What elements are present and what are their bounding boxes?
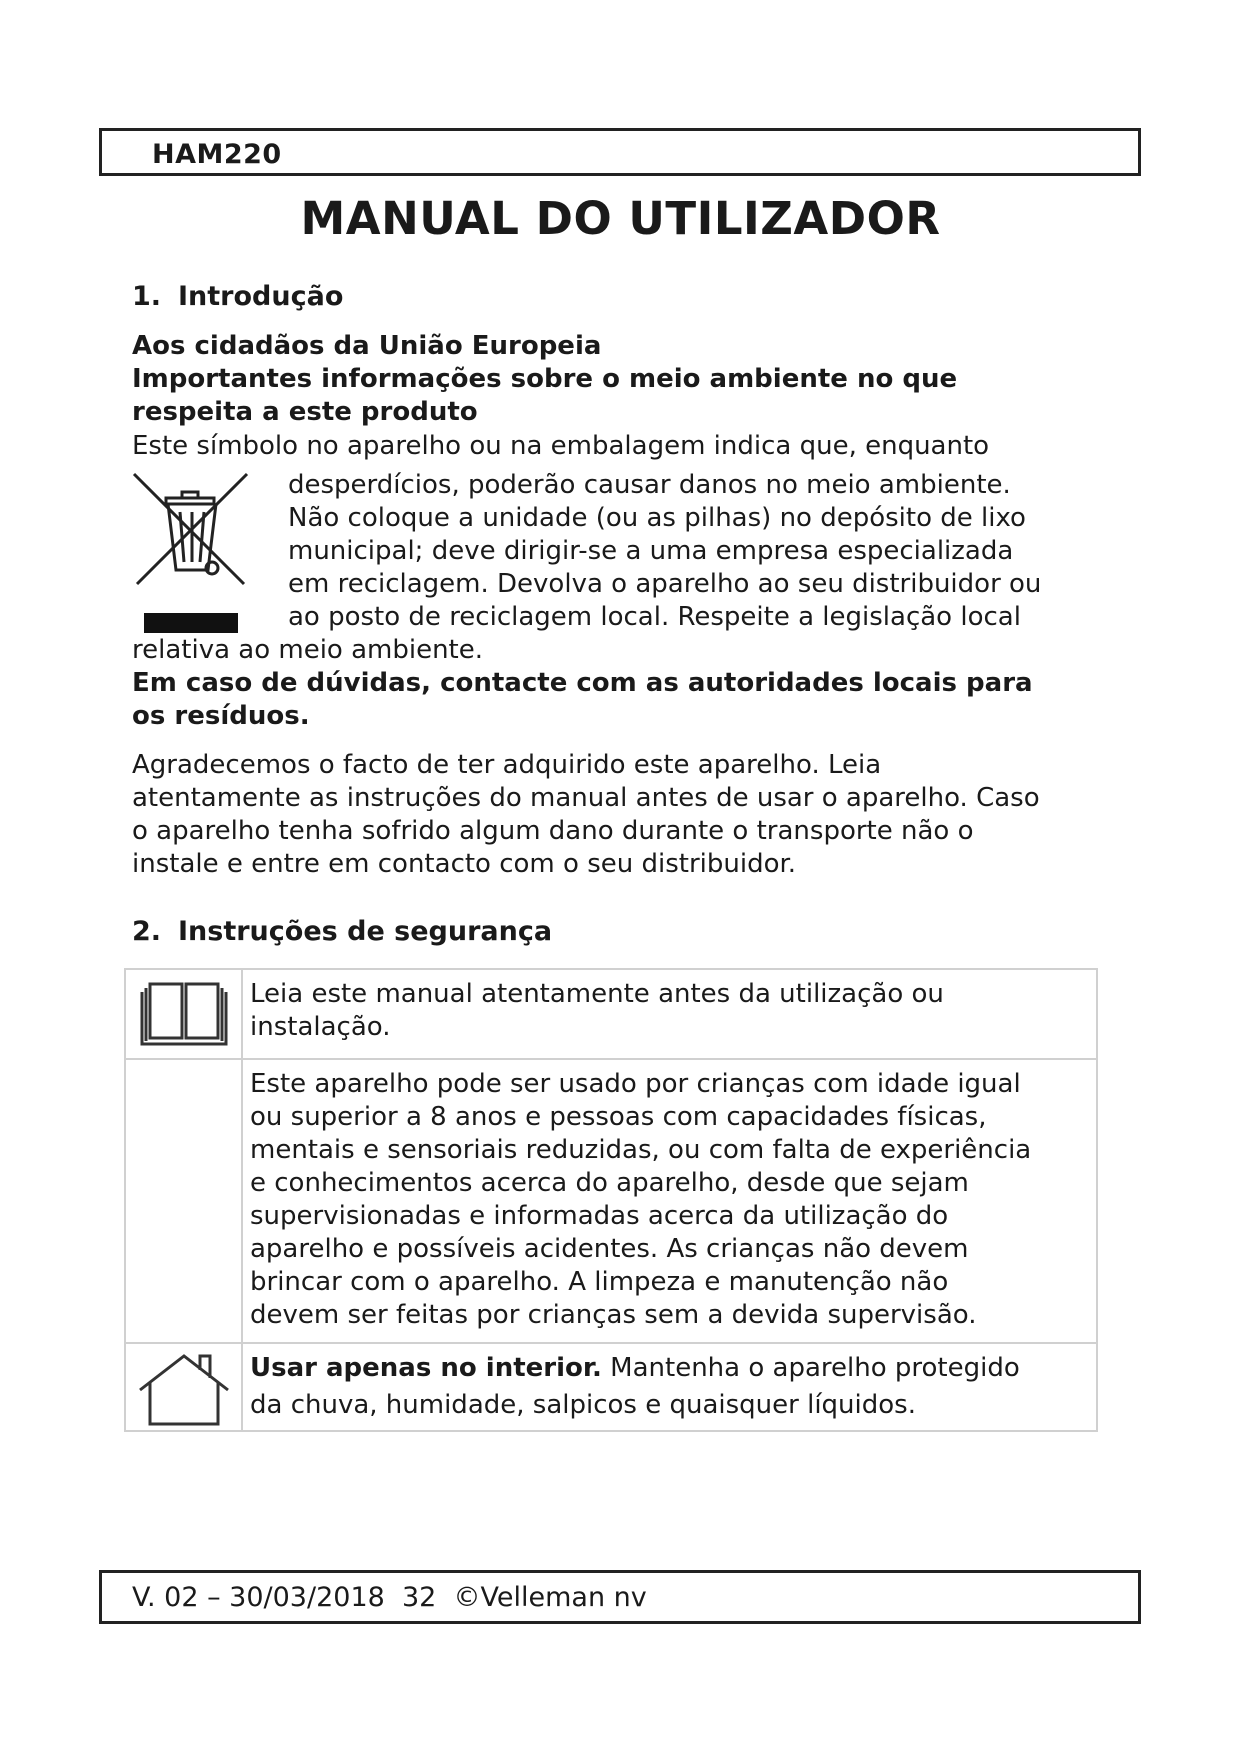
eu-heading: Aos cidadãos da União Europeia <box>132 331 602 361</box>
para1-line: municipal; deve dirigir-se a uma empresa especializada <box>288 536 1014 566</box>
row-1-line: Leia este manual atentamente antes da utilização ou <box>250 979 944 1009</box>
section-1-number: 1. <box>132 281 162 312</box>
para2-line: instale e entre em contacto com o seu distribuidor. <box>132 849 797 879</box>
safety-table <box>124 968 1098 1432</box>
footer-version: V. 02 – 30/03/2018 <box>132 1582 385 1613</box>
footer-copyright: ©Velleman nv <box>453 1582 647 1613</box>
table-row-divider <box>126 1058 1096 1060</box>
header-box <box>99 128 1141 176</box>
indoor-use-lead: Usar apenas no interior. <box>250 1353 602 1383</box>
section-1-title: Introdução <box>178 281 344 312</box>
section-2-number: 2. <box>132 916 162 947</box>
footer-page-number: 32 <box>401 1582 437 1613</box>
row-3-line-2: da chuva, humidade, salpicos e quaisquer líquidos. <box>250 1390 916 1420</box>
section-1-heading <box>132 281 343 312</box>
table-column-divider <box>241 970 243 1430</box>
para1-line: desperdícios, poderão causar danos no meio ambiente. <box>288 470 1011 500</box>
para1-line: Este símbolo no aparelho ou na embalagem indica que, enquanto <box>132 431 990 461</box>
para2-line: Agradecemos o facto de ter adquirido este aparelho. Leia <box>132 750 882 780</box>
page-title: MANUAL DO UTILIZADOR <box>300 192 941 245</box>
house-icon <box>136 1350 232 1428</box>
book-icon <box>136 978 232 1052</box>
section-2-heading <box>132 916 552 947</box>
indoor-use-text: Mantenha o aparelho protegido <box>601 1353 1020 1383</box>
env-heading-line-1: Importantes informações sobre o meio ambiente no que <box>132 364 958 394</box>
footer-text <box>132 1582 647 1613</box>
para2-line: o aparelho tenha sofrido algum dano durante o transporte não o <box>132 816 974 846</box>
row-2-line: aparelho e possíveis acidentes. As crianças não devem <box>250 1234 969 1264</box>
row-1-line: instalação. <box>250 1012 391 1042</box>
row-2-line: mentais e sensoriais reduzidas, ou com falta de experiência <box>250 1135 1032 1165</box>
row-3-line-1 <box>250 1352 1020 1385</box>
para1-line: ao posto de reciclagem local. Respeite a legislação local <box>288 602 1021 632</box>
para1-line: Não coloque a unidade (ou as pilhas) no depósito de lixo <box>288 503 1026 533</box>
row-2-line: e conhecimentos acerca do aparelho, desde que sejam <box>250 1168 969 1198</box>
model-number: HAM220 <box>152 139 282 170</box>
row-2-line: ou superior a 8 anos e pessoas com capacidades físicas, <box>250 1102 987 1132</box>
env-heading-line-2: respeita a este produto <box>132 397 478 427</box>
doubts-line-2: os resíduos. <box>132 701 310 731</box>
section-2-title: Instruções de segurança <box>178 916 553 947</box>
para2-line: atentamente as instruções do manual antes de usar o aparelho. Caso <box>132 783 1040 813</box>
para1-line: em reciclagem. Devolva o aparelho ao seu distribuidor ou <box>288 569 1042 599</box>
row-2-line: brincar com o aparelho. A limpeza e manutenção não <box>250 1267 949 1297</box>
footer-box <box>99 1570 1141 1624</box>
weee-crossed-bin-icon <box>132 472 252 637</box>
doubts-line-1: Em caso de dúvidas, contacte com as autoridades locais para <box>132 668 1033 698</box>
row-2-line: Este aparelho pode ser usado por crianças com idade igual <box>250 1069 1021 1099</box>
para1-line: relativa ao meio ambiente. <box>132 635 484 665</box>
row-2-line: devem ser feitas por crianças sem a devida supervisão. <box>250 1300 977 1330</box>
row-2-line: supervisionadas e informadas acerca da utilização do <box>250 1201 949 1231</box>
table-row-divider <box>126 1342 1096 1344</box>
